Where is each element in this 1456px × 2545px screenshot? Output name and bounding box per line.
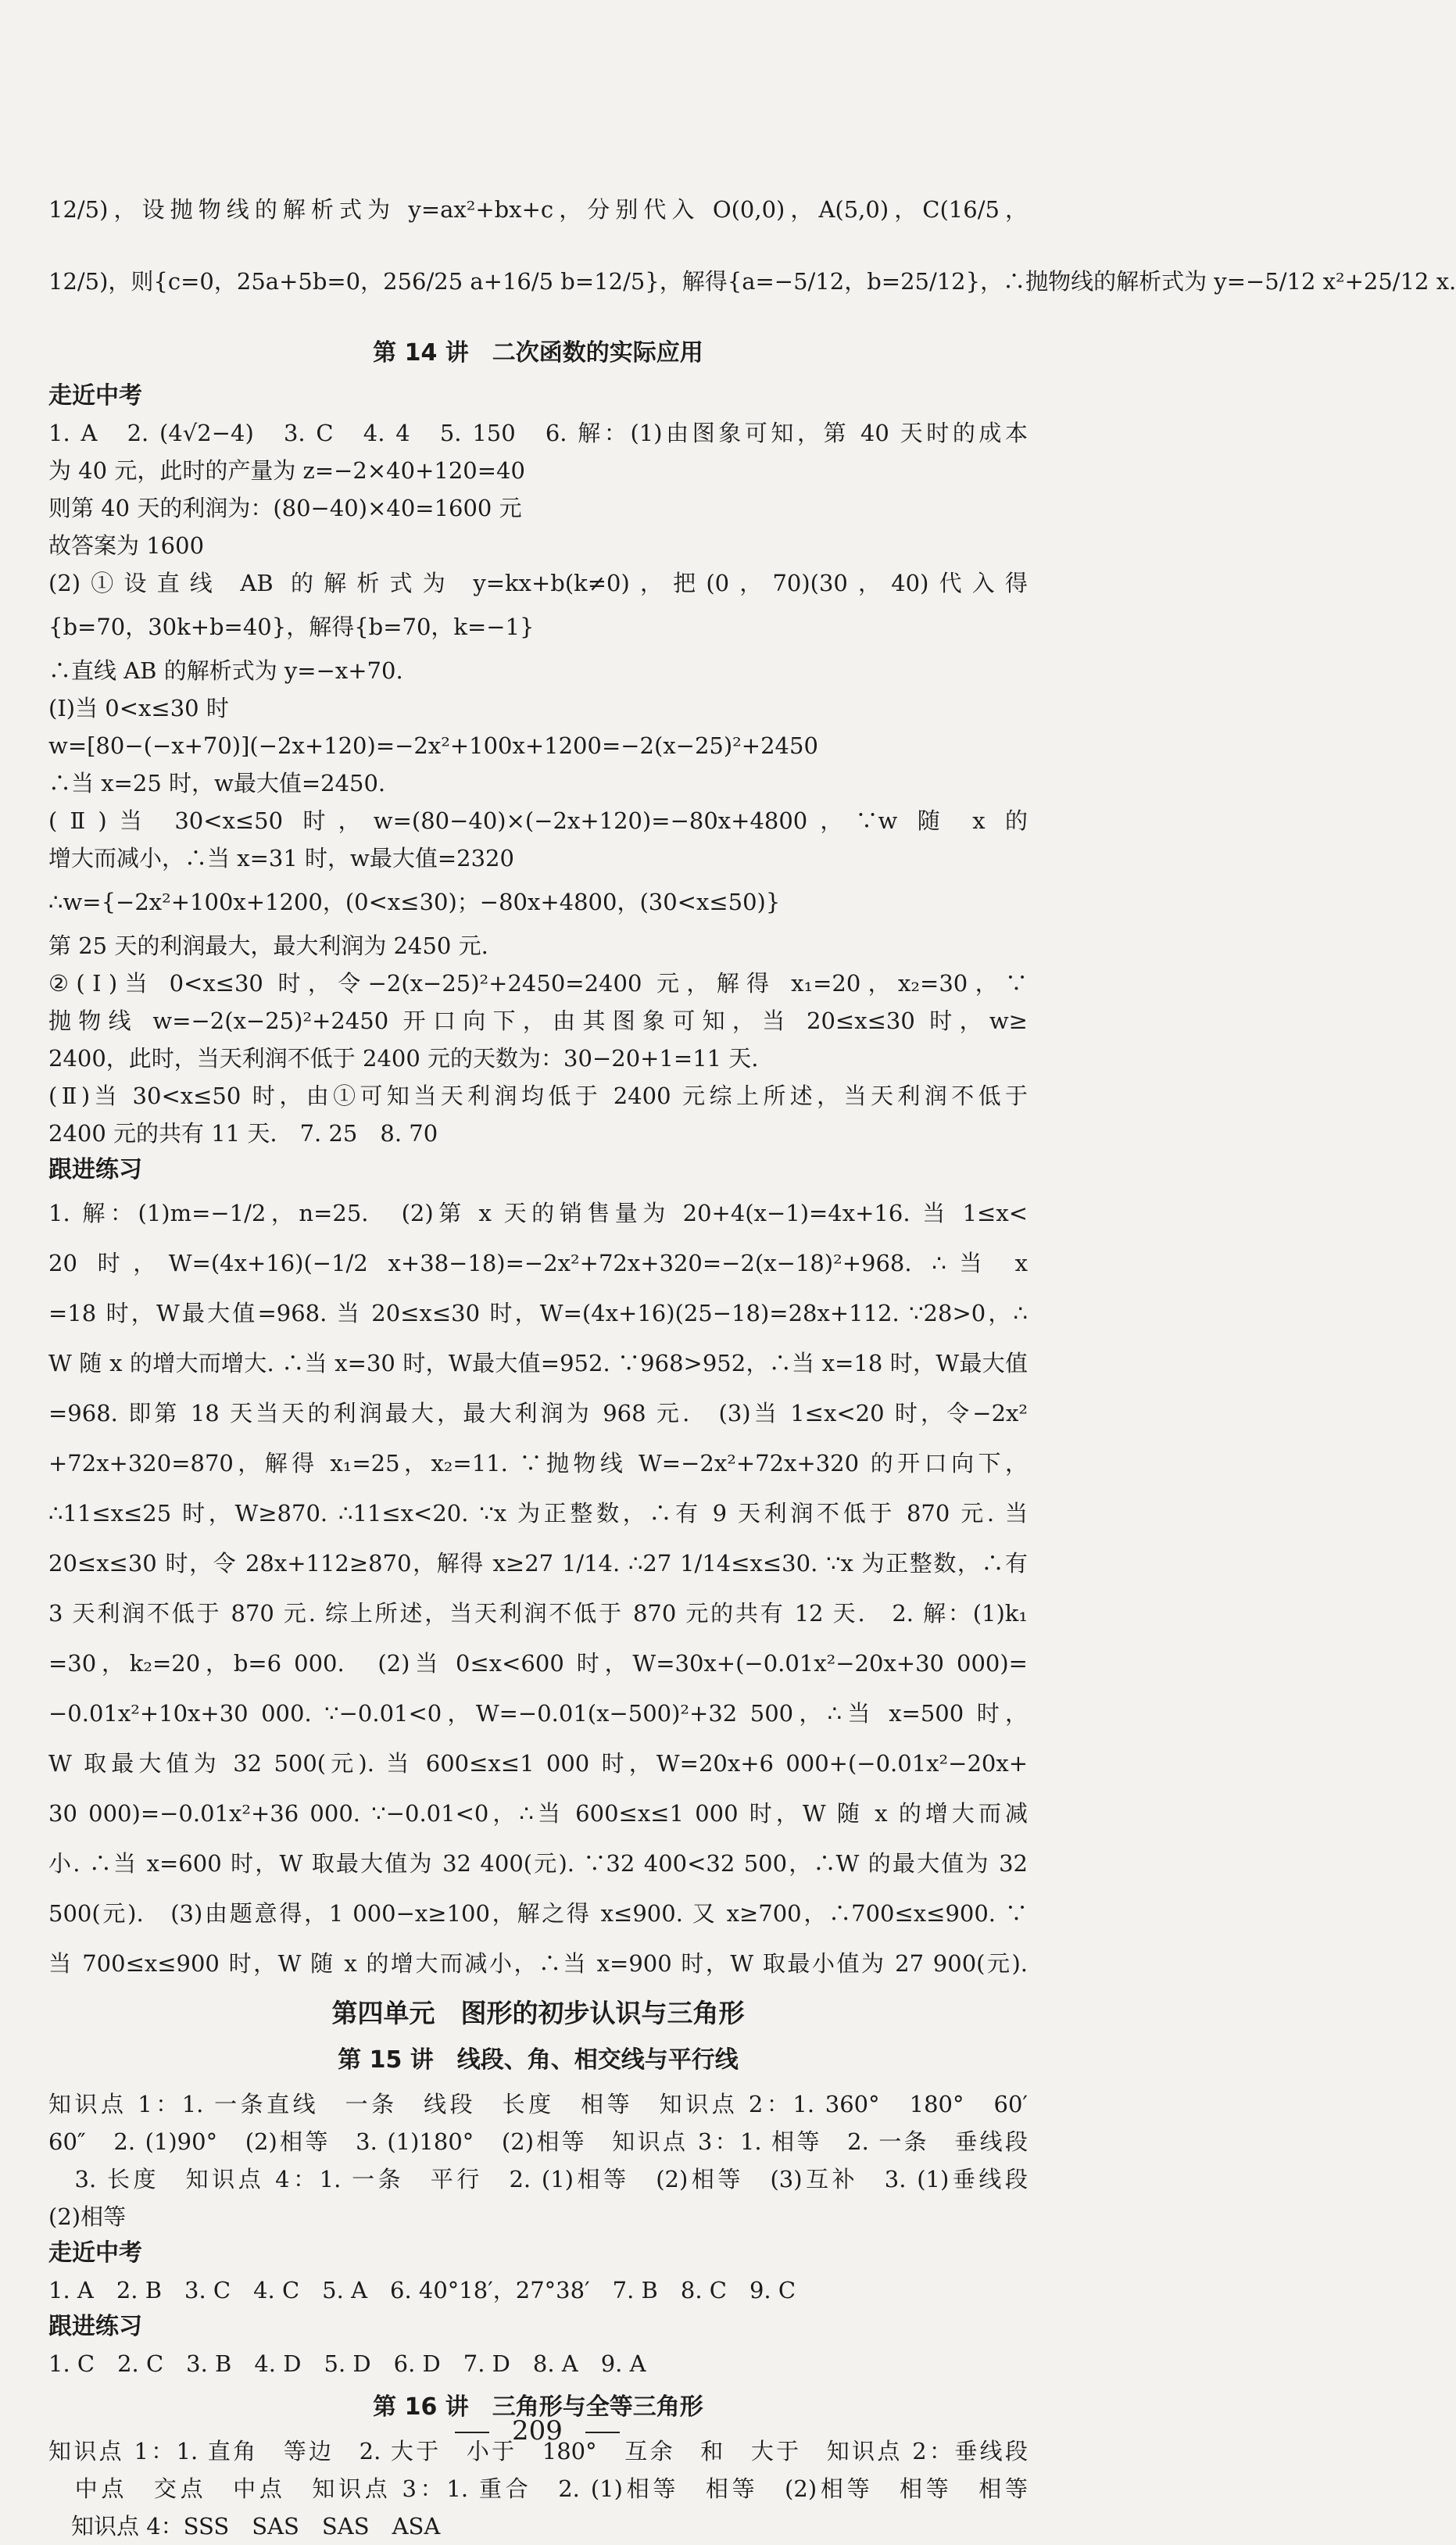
text-line: 为 40 元，此时的产量为 z=−2×40+120=40 [48, 457, 525, 484]
text-line: 故答案为 1600 [48, 532, 205, 559]
text-line: 则第 40 天的利润为：(80−40)×40=1600 元 [48, 495, 522, 521]
text-line: −0.01x²+10x+30 000. ∵−0.01<0，W=−0.01(x−500)²+32 500，∴当 x=500 时， [48, 1700, 1028, 1727]
text-line: 1. 解：(1)m=−1/2，n=25. (2)第 x 天的销售量为 20+4(x−1)=4x+16. 当 1≤x< [48, 1200, 1028, 1226]
text-line: 1. A 2. (4√2−4) 3. C 4. 4 5. 150 6. 解：(1)由图象可知，第 40 天时的成本 [48, 420, 1028, 446]
text-line: 知识点 1：1. 一条直线 一条 线段 长度 相等 知识点 2：1. 360° 180° 60′ [48, 2091, 1028, 2117]
text-line: W 随 x 的增大而增大. ∴当 x=30 时，W最大值=952. ∵968>952，∴当 x=18 时，W最大值 [48, 1350, 1028, 1376]
text-line: =968. 即第 18 天当天的利润最大，最大利润为 968 元. (3)当 1≤x<20 时，令−2x² [48, 1400, 1028, 1426]
text-line: 中点 交点 中点 知识点 3：1. 重合 2. (1)相等 相等 (2)相等 相等 相等 [48, 2475, 1028, 2502]
text-line: 20≤x≤30 时，令 28x+112≥870，解得 x≥27 1/14. ∴27 1/14≤x≤30. ∵x 为正整数，∴有 [48, 1550, 1028, 1577]
text-line: 30 000)=−0.01x²+36 000. ∵−0.01<0，∴当 600≤x≤1 000 时，W 随 x 的增大而减 [48, 1800, 1028, 1827]
text-line: (2)相等 [48, 2203, 127, 2230]
section-heading-zoujin-15: 走近中考 [48, 2239, 142, 2267]
lecture-14-answers [48, 414, 1028, 1152]
page-number-text: 209 [512, 2415, 563, 2447]
text-line: +72x+320=870，解得 x₁=25，x₂=11. ∵抛物线 W=−2x²+72x+320 的开口向下， [48, 1450, 1028, 1477]
lecture-14-title: 第 14 讲 二次函数的实际应用 [373, 339, 703, 367]
text-line: {b=70，30k+b=40}，解得{b=70，k=−1} [48, 614, 535, 640]
section-heading-genjin-15: 跟进练习 [48, 2313, 142, 2340]
text-line: ②(Ⅰ)当 0<x≤30 时，令−2(x−25)²+2450=2400 元，解得 x₁=20，x₂=30，∵ [48, 970, 1028, 997]
lecture-16-title: 第 16 讲 三角形与全等三角形 [373, 2393, 703, 2421]
text-line: (Ⅰ)当 0<x≤30 时 [48, 695, 229, 721]
lecture-16-knowledge-points [48, 2432, 1028, 2545]
text-line: 12/5)，则{c=0，25a+5b=0，256/25 a+16/5 b=12/5}，解得{a=−5/12，b=25/12}，∴抛物线的解析式为 y=−5/12 x²+25/12 x. [48, 268, 1456, 295]
text-line: 小. ∴当 x=600 时，W 取最大值为 32 400(元). ∵32 400<32 500，∴W 的最大值为 32 [48, 1850, 1028, 1877]
text-line: =30，k₂=20，b=6 000. (2)当 0≤x<600 时，W=30x+(−0.01x²−20x+30 000)= [48, 1650, 1028, 1677]
text-line: 知识点 1：1. 直角 等边 2. 大于 小于 180° 互余 和 大于 知识点 2：垂线段 [48, 2438, 1028, 2464]
text-line: 知识点 4：SSS SAS SAS ASA [48, 2513, 441, 2540]
text-line: =18 时，W最大值=968. 当 20≤x≤30 时，W=(4x+16)(25−18)=28x+112. ∵28>0，∴ [48, 1300, 1028, 1326]
text-line: ∴直线 AB 的解析式为 y=−x+70. [48, 657, 403, 684]
text-line: 增大而减小，∴当 x=31 时，w最大值=2320 [48, 845, 514, 872]
lecture-15-knowledge-points [48, 2085, 1028, 2235]
text-line: 抛物线 w=−2(x−25)²+2450 开口向下，由其图象可知，当 20≤x≤30 时，w≥ [48, 1008, 1028, 1034]
page-number [0, 2415, 1075, 2447]
text-line: 500(元). (3)由题意得，1 000−x≥100，解之得 x≤900. 又 x≥700，∴700≤x≤900. ∵ [48, 1900, 1028, 1927]
text-line: 20 时，W=(4x+16)(−1/2 x+38−18)=−2x²+72x+320=−2(x−18)²+968. ∴当 x [48, 1250, 1028, 1276]
text-line: 12/5)，设抛物线的解析式为 y=ax²+bx+c，分别代入 O(0,0)，A(5,0)，C(16/5， [48, 196, 1028, 223]
page-number-rule-left [455, 2432, 489, 2433]
text-line: 3. 长度 知识点 4：1. 一条 平行 2. (1)相等 (2)相等 (3)互补 3. (1)垂线段 [48, 2166, 1028, 2192]
lecture-15-practice-answers: 1. C 2. C 3. B 4. D 5. D 6. D 7. D 8. A 9. A [48, 2350, 646, 2377]
text-line: 3 天利润不低于 870 元. 综上所述，当天利润不低于 870 元的共有 12 天. 2. 解：(1)k₁ [48, 1600, 1028, 1627]
text-line: W 取最大值为 32 500(元). 当 600≤x≤1 000 时，W=20x+6 000+(−0.01x²−20x+ [48, 1750, 1028, 1777]
lecture-14-practice-answers [48, 1188, 1028, 1988]
lecture-15-exam-answers: 1. A 2. B 3. C 4. C 5. A 6. 40°18′，27°38′ 7. B 8. C 9. C [48, 2277, 796, 2303]
lecture-15-title: 第 15 讲 线段、角、相交线与平行线 [338, 2046, 739, 2074]
text-line: (2)①设直线 AB 的解析式为 y=kx+b(k≠0)，把(0，70)(30，40)代入得 [48, 570, 1028, 596]
text-line: ∴w={−2x²+100x+1200，(0<x≤30)；−80x+4800，(30<x≤50)} [48, 889, 781, 915]
text-line: 2400 元的共有 11 天. 7. 25 8. 70 [48, 1120, 438, 1147]
unit-4-title: 第四单元 图形的初步认识与三角形 [331, 1998, 745, 2028]
text-line: w=[80−(−x+70)](−2x+120)=−2x²+100x+1200=−2(x−25)²+2450 [48, 732, 818, 759]
text-line: (Ⅱ)当 30<x≤50 时，w=(80−40)×(−2x+120)=−80x+4800，∵w 随 x 的 [48, 807, 1028, 834]
section-heading-genjin: 跟进练习 [48, 1156, 142, 1183]
text-line: ∴当 x=25 时，w最大值=2450. [48, 770, 386, 796]
text-line: 第 25 天的利润最大，最大利润为 2450 元. [48, 932, 488, 959]
section-heading-zoujin: 走近中考 [48, 382, 142, 410]
text-line: 当 700≤x≤900 时，W 随 x 的增大而减小，∴当 x=900 时，W 取最小值为 27 900(元). [48, 1950, 1028, 1977]
text-line: 2400，此时，当天利润不低于 2400 元的天数为：30−20+1=11 天. [48, 1045, 759, 1072]
carryover-solution [48, 184, 1456, 328]
page-number-rule-right [585, 2432, 620, 2433]
text-line: 60″ 2. (1)90° (2)相等 3. (1)180° (2)相等 知识点 3：1. 相等 2. 一条 垂线段 [48, 2128, 1028, 2155]
text-line: (Ⅱ)当 30<x≤50 时，由①可知当天利润均低于 2400 元综上所述，当天利润不低于 [48, 1083, 1028, 1109]
text-line: ∴11≤x≤25 时，W≥870. ∴11≤x<20. ∵x 为正整数，∴有 9 天利润不低于 870 元. 当 [48, 1500, 1028, 1527]
